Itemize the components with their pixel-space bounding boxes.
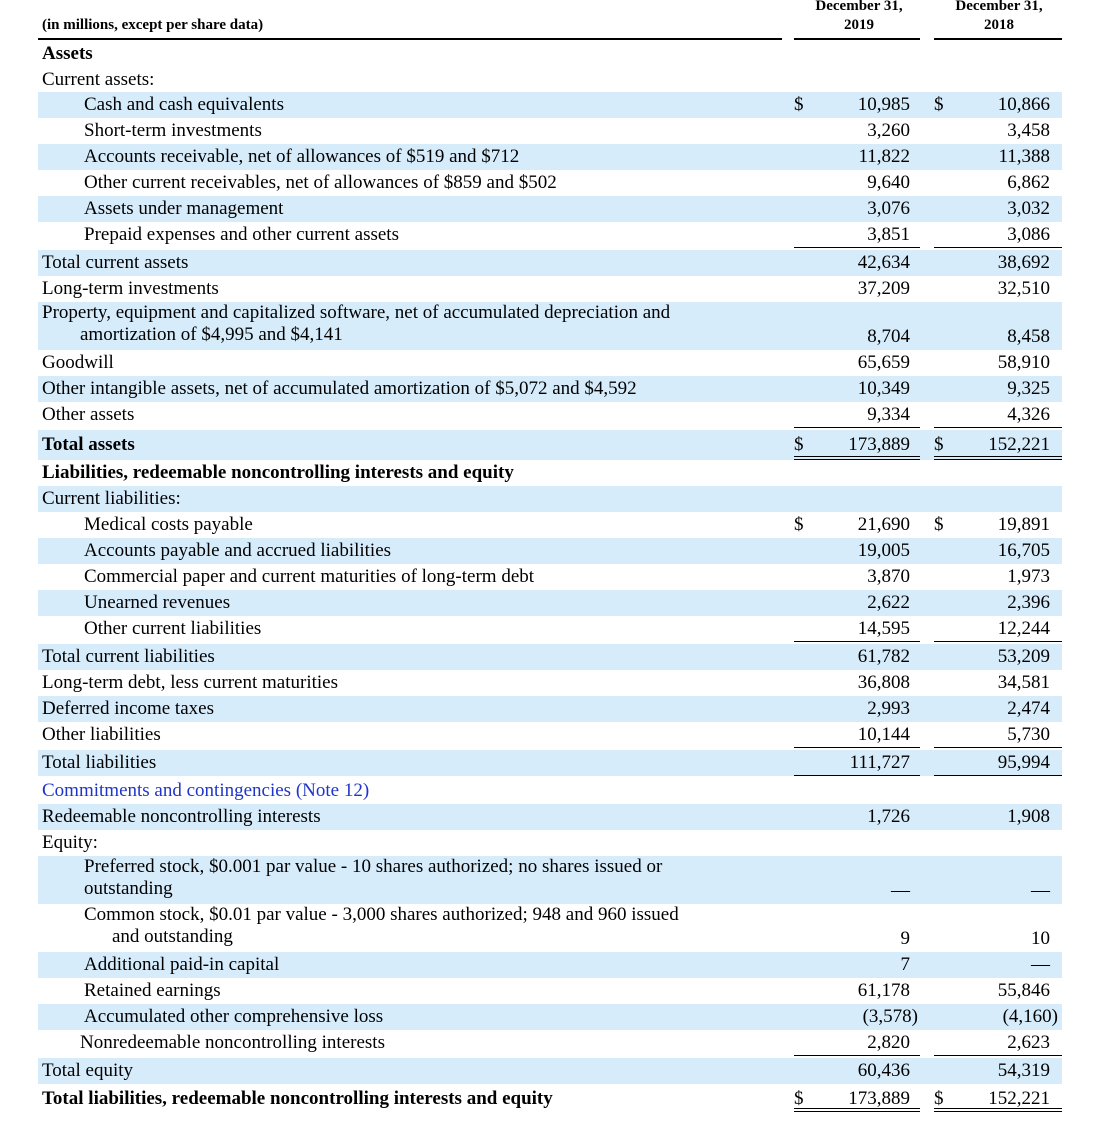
- header-rule-label: [38, 38, 782, 40]
- row-shading: [38, 486, 1062, 512]
- value-2018: —: [1031, 954, 1050, 975]
- row-label-liabilities-redeemable-noncontrolling-interests-: Liabilities, redeemable noncontrolling interests and equity: [42, 462, 514, 483]
- row-label-accounts-payable-and-accrued-liabilities: Accounts payable and accrued liabilities: [84, 540, 392, 561]
- subtotal-rule: [934, 641, 1062, 642]
- row-label-other-liabilities: Other liabilities: [42, 724, 161, 745]
- value-2019: 3,260: [867, 120, 910, 141]
- subtotal-rule: [794, 641, 920, 642]
- value-2019: 173,889: [848, 434, 910, 455]
- value-2019: 173,889: [848, 1088, 910, 1109]
- value-2019: 2,820: [867, 1032, 910, 1053]
- value-2019: 61,178: [857, 980, 910, 1001]
- value-2019: —: [891, 880, 910, 901]
- row-label-commercial-paper-and-current-maturities-of-long-: Commercial paper and current maturities of long-term debt: [84, 566, 535, 587]
- row-label-long-term-debt-less-current-maturities: Long-term debt, less current maturities: [42, 672, 338, 693]
- table-row: [0, 196, 1116, 222]
- row-label-current-liabilities: Current liabilities:: [42, 488, 181, 509]
- row-label-total-assets: Total assets: [42, 434, 135, 455]
- table-row: [0, 616, 1116, 642]
- table-row: [0, 460, 1116, 486]
- value-2018: 1,908: [1007, 806, 1050, 827]
- dollar-sign: $: [934, 1088, 944, 1109]
- value-2019: 2,622: [867, 592, 910, 613]
- row-label-equity: Equity:: [42, 832, 98, 853]
- table-row: [0, 538, 1116, 564]
- value-2019: 14,595: [857, 618, 910, 639]
- table-row: [0, 670, 1116, 696]
- table-row: [0, 402, 1116, 428]
- value-2018: 4,326: [1007, 404, 1050, 425]
- subtotal-rule: [794, 427, 920, 428]
- value-2019: (3,578): [862, 1006, 918, 1027]
- row-label-continuation: outstanding: [84, 878, 173, 899]
- subtotal-rule: [794, 1055, 920, 1056]
- value-2019: 65,659: [857, 352, 910, 373]
- value-2018: 55,846: [997, 980, 1050, 1001]
- value-2019: 3,076: [867, 198, 910, 219]
- value-2018: 152,221: [988, 434, 1050, 455]
- value-2019: 19,005: [857, 540, 910, 561]
- header-rule-2019: [794, 38, 920, 40]
- row-label-assets-under-management: Assets under management: [84, 198, 284, 219]
- value-2018: 2,396: [1007, 592, 1050, 613]
- value-2019: 8,704: [867, 326, 910, 347]
- value-2018: 3,458: [1007, 120, 1050, 141]
- row-label-prepaid-expenses-and-other-current-assets: Prepaid expenses and other current assets: [84, 224, 399, 245]
- value-2019: 37,209: [857, 278, 910, 299]
- table-row: [0, 830, 1116, 856]
- value-2019: 3,870: [867, 566, 910, 587]
- value-2018: 6,862: [1007, 172, 1050, 193]
- subtotal-rule: [934, 427, 1062, 428]
- value-2019: 2,993: [867, 698, 910, 719]
- unit-note: (in millions, except per share data): [42, 17, 264, 33]
- table-row: [0, 564, 1116, 590]
- table-row: [0, 250, 1116, 276]
- table-row: [0, 1086, 1116, 1112]
- row-label-additional-paid-in-capital: Additional paid-in capital: [84, 954, 280, 975]
- value-2019: 21,690: [857, 514, 910, 535]
- row-label-total-current-liabilities: Total current liabilities: [42, 646, 215, 667]
- value-2019: 42,634: [857, 252, 910, 273]
- subtotal-rule: [934, 747, 1062, 748]
- row-label-nonredeemable-noncontrolling-interests: Nonredeemable noncontrolling interests: [80, 1032, 385, 1053]
- value-2018: 95,994: [997, 752, 1050, 773]
- row-label-other-intangible-assets-net-of-accumulated-amort: Other intangible assets, net of accumulated amortization of $5,072 and $4,592: [42, 378, 637, 399]
- value-2018: 11,388: [998, 146, 1050, 167]
- table-row: [0, 118, 1116, 144]
- value-2019: 10,349: [857, 378, 910, 399]
- value-2019: 1,726: [867, 806, 910, 827]
- value-2018: 12,244: [997, 618, 1050, 639]
- table-row: [0, 856, 1116, 904]
- row-label-commitments-and-contingencies-note-12[interactable]: Commitments and contingencies (Note 12): [42, 780, 370, 801]
- row-label-property-equipment-and-capitalized-software-net-: Property, equipment and capitalized software, net of accumulated depreciation and: [42, 302, 671, 323]
- table-row: [0, 68, 1116, 92]
- row-label-redeemable-noncontrolling-interests: Redeemable noncontrolling interests: [42, 806, 321, 827]
- row-label-accumulated-other-comprehensive-loss: Accumulated other comprehensive loss: [84, 1006, 384, 1027]
- row-label-continuation: and outstanding: [112, 926, 233, 947]
- value-2018: 3,032: [1007, 198, 1050, 219]
- dollar-sign: $: [794, 514, 804, 535]
- subtotal-rule: [794, 747, 920, 748]
- row-label-total-current-assets: Total current assets: [42, 252, 189, 273]
- value-2018: 3,086: [1007, 224, 1050, 245]
- row-label-accounts-receivable-net-of-allowances-of-519-and: Accounts receivable, net of allowances of $519 and $712: [84, 146, 520, 167]
- subtotal-rule: [794, 775, 920, 776]
- dollar-sign: $: [934, 94, 944, 115]
- dollar-sign: $: [794, 1088, 804, 1109]
- row-label-other-current-liabilities: Other current liabilities: [84, 618, 262, 639]
- subtotal-rule: [934, 1055, 1062, 1056]
- value-2018: 38,692: [997, 252, 1050, 273]
- value-2019: 61,782: [857, 646, 910, 667]
- row-label-cash-and-cash-equivalents: Cash and cash equivalents: [84, 94, 284, 115]
- dollar-sign: $: [794, 94, 804, 115]
- table-row: [0, 1004, 1116, 1030]
- table-row: [0, 276, 1116, 302]
- row-label-total-equity: Total equity: [42, 1060, 134, 1081]
- table-row: [0, 722, 1116, 748]
- table-row: [0, 486, 1116, 512]
- value-2018: 54,319: [997, 1060, 1050, 1081]
- value-2019: 11,822: [858, 146, 910, 167]
- value-2018: 5,730: [1007, 724, 1050, 745]
- value-2018: 34,581: [997, 672, 1050, 693]
- table-row: [0, 1030, 1116, 1056]
- value-2019: 3,851: [867, 224, 910, 245]
- value-2019: 36,808: [857, 672, 910, 693]
- table-row: [0, 978, 1116, 1004]
- row-label-common-stock-0-01-par-value-3-000-shares-authori: Common stock, $0.01 par value - 3,000 shares authorized; 948 and 960 issued: [84, 904, 679, 925]
- row-label-retained-earnings: Retained earnings: [84, 980, 221, 1001]
- row-label-other-current-receivables-net-of-allowances-of-8: Other current receivables, net of allowances of $859 and $502: [84, 172, 557, 193]
- row-label-medical-costs-payable: Medical costs payable: [84, 514, 253, 535]
- table-row: [0, 1058, 1116, 1084]
- row-label-total-liabilities: Total liabilities: [42, 752, 157, 773]
- value-2019: 9,640: [867, 172, 910, 193]
- row-label-unearned-revenues: Unearned revenues: [84, 592, 231, 613]
- subtotal-rule: [934, 247, 1062, 248]
- total-double-rule: [794, 1108, 920, 1112]
- value-2019: 10,144: [857, 724, 910, 745]
- subtotal-rule: [794, 247, 920, 248]
- value-2019: 10,985: [857, 94, 910, 115]
- value-2018: 10: [1031, 928, 1050, 949]
- value-2018: 58,910: [997, 352, 1050, 373]
- value-2018: 9,325: [1007, 378, 1050, 399]
- table-row: [0, 696, 1116, 722]
- table-row: [0, 92, 1116, 118]
- table-row: [0, 750, 1116, 776]
- value-2018: 10,866: [997, 94, 1050, 115]
- table-row: [0, 590, 1116, 616]
- table-row: [0, 904, 1116, 952]
- row-label-deferred-income-taxes: Deferred income taxes: [42, 698, 214, 719]
- value-2019: 60,436: [857, 1060, 910, 1081]
- value-2018: 2,623: [1007, 1032, 1050, 1053]
- value-2018: 16,705: [997, 540, 1050, 561]
- dollar-sign: $: [934, 434, 944, 455]
- row-label-total-liabilities-redeemable-noncontrolling-inte: Total liabilities, redeemable noncontrolling interests and equity: [42, 1088, 553, 1109]
- table-row: [0, 144, 1116, 170]
- value-2018: 2,474: [1007, 698, 1050, 719]
- header-rule-2018: [934, 38, 1062, 40]
- value-2019: 111,727: [849, 752, 910, 773]
- table-row: [0, 302, 1116, 350]
- table-row: [0, 804, 1116, 830]
- value-2018: 19,891: [997, 514, 1050, 535]
- subtotal-rule: [934, 775, 1062, 776]
- dollar-sign: $: [794, 434, 804, 455]
- row-label-preferred-stock-0-001-par-value-10-shares-author: Preferred stock, $0.001 par value - 10 shares authorized; no shares issued or: [84, 856, 663, 877]
- value-2018: 53,209: [997, 646, 1050, 667]
- value-2019: 7: [900, 954, 910, 975]
- table-row: [0, 430, 1116, 460]
- dollar-sign: $: [934, 514, 944, 535]
- value-2018: 8,458: [1007, 326, 1050, 347]
- table-row: [0, 952, 1116, 978]
- table-row: [0, 644, 1116, 670]
- value-2018: 1,973: [1007, 566, 1050, 587]
- row-label-short-term-investments: Short-term investments: [84, 120, 262, 141]
- table-row: [0, 170, 1116, 196]
- row-label-other-assets: Other assets: [42, 404, 135, 425]
- table-row: [0, 376, 1116, 402]
- column-header-2018: December 31, 2018: [955, 0, 1043, 33]
- table-row: [0, 42, 1116, 66]
- value-2018: —: [1031, 880, 1050, 901]
- column-header-2019: December 31, 2019: [815, 0, 903, 33]
- value-2018: 32,510: [997, 278, 1050, 299]
- table-row: [0, 222, 1116, 248]
- table-row: [0, 350, 1116, 376]
- row-label-goodwill: Goodwill: [42, 352, 114, 373]
- value-2019: 9,334: [867, 404, 910, 425]
- row-label-current-assets: Current assets:: [42, 69, 155, 90]
- total-double-rule: [934, 1108, 1062, 1112]
- row-label-assets: Assets: [42, 43, 93, 64]
- row-label-long-term-investments: Long-term investments: [42, 278, 219, 299]
- row-label-continuation: amortization of $4,995 and $4,141: [80, 324, 343, 345]
- value-2019: 9: [900, 928, 910, 949]
- value-2018: 152,221: [988, 1088, 1050, 1109]
- table-row: [0, 512, 1116, 538]
- value-2018: (4,160): [1002, 1006, 1058, 1027]
- table-row: [0, 778, 1116, 804]
